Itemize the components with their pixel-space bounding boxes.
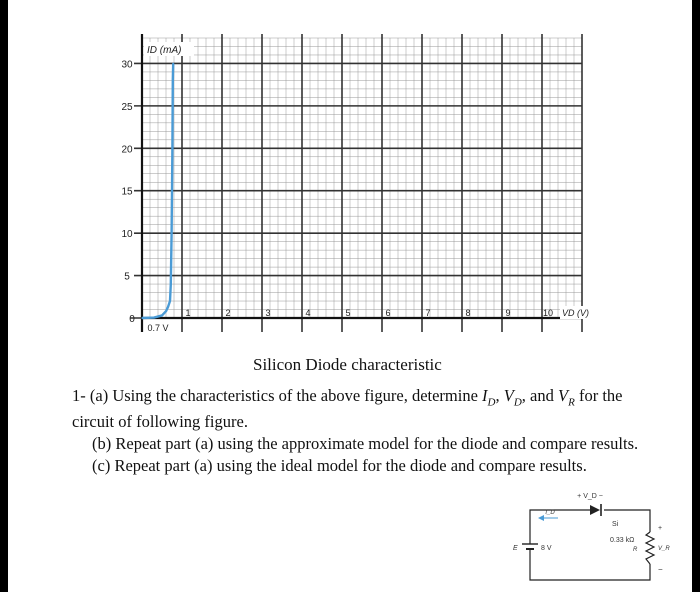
y-tick-label: 5 (124, 271, 130, 283)
y-tick-label: 25 (121, 101, 133, 113)
circuit-diagram (500, 484, 670, 584)
data-point (172, 80, 174, 82)
question-block (72, 386, 662, 476)
annotation-label: 0.7 V (147, 323, 169, 333)
current-label: I_D (545, 510, 555, 516)
question-number: 1- (72, 386, 86, 405)
part-b: (b) Repeat part (a) using the approximate model for the diode and compare results. (92, 434, 639, 454)
y-tick-label: 30 (121, 59, 133, 71)
data-point (165, 310, 167, 312)
plus-sign: + (658, 525, 663, 532)
data-point (172, 148, 174, 150)
source-label: E (513, 545, 518, 552)
y-tick-label: 10 (121, 229, 133, 241)
data-point (170, 283, 172, 285)
current-arrow-head (538, 515, 544, 521)
source-value: 8 V (541, 545, 552, 552)
x-tick-label: 4 (305, 308, 311, 318)
x-tick-label: 1 (185, 308, 191, 318)
wire-bottom (530, 554, 650, 580)
y-tick-label: 20 (121, 144, 133, 156)
part-a: 1- (a) Using the characteristics of the above figure, determine $I_D$, $V_D$, and $V_R$ for the circuit of following figure. (72, 386, 623, 432)
x-tick-label: 2 (225, 308, 231, 318)
data-point (161, 315, 163, 317)
x-tick-label: 10 (542, 308, 554, 318)
data-point (167, 306, 169, 308)
var-vr: V (558, 386, 569, 405)
wire-top-right (604, 510, 650, 532)
x-tick-label: 3 (265, 308, 271, 318)
y-tick-label: 15 (121, 186, 133, 198)
data-point (169, 300, 171, 302)
data-point (153, 317, 155, 319)
minus-sign: − (658, 565, 663, 574)
y-axis-label: ID (mA) (147, 45, 182, 56)
diode-label: Si (612, 521, 619, 528)
x-tick-label: 5 (345, 308, 351, 318)
data-point (171, 232, 173, 234)
right-border (692, 0, 700, 592)
left-border (0, 0, 8, 592)
vr-label: V_R (658, 546, 670, 552)
data-point (141, 317, 143, 319)
part-c: (c) Repeat part (a) using the ideal model for the diode and compare results. (92, 456, 587, 476)
chart-caption: Silicon Diode characteristic (253, 355, 442, 374)
resistor-symbol (646, 532, 654, 564)
vd-label: + V_D − (577, 493, 603, 500)
resistor-value: 0.33 kΩ (610, 537, 635, 544)
resistor-name: R (633, 547, 638, 553)
diode-characteristic-chart (112, 30, 602, 350)
x-tick-label: 9 (505, 308, 511, 318)
diode-symbol (590, 505, 600, 515)
x-tick-label: 8 (465, 308, 471, 318)
origin-label: 0 (129, 314, 135, 325)
x-axis-label: VD (V) (562, 308, 589, 318)
x-tick-label: 7 (425, 308, 431, 318)
var-id: I (482, 386, 488, 405)
data-point (172, 63, 174, 65)
var-vd: V (503, 386, 514, 405)
x-tick-label: 6 (385, 308, 391, 318)
